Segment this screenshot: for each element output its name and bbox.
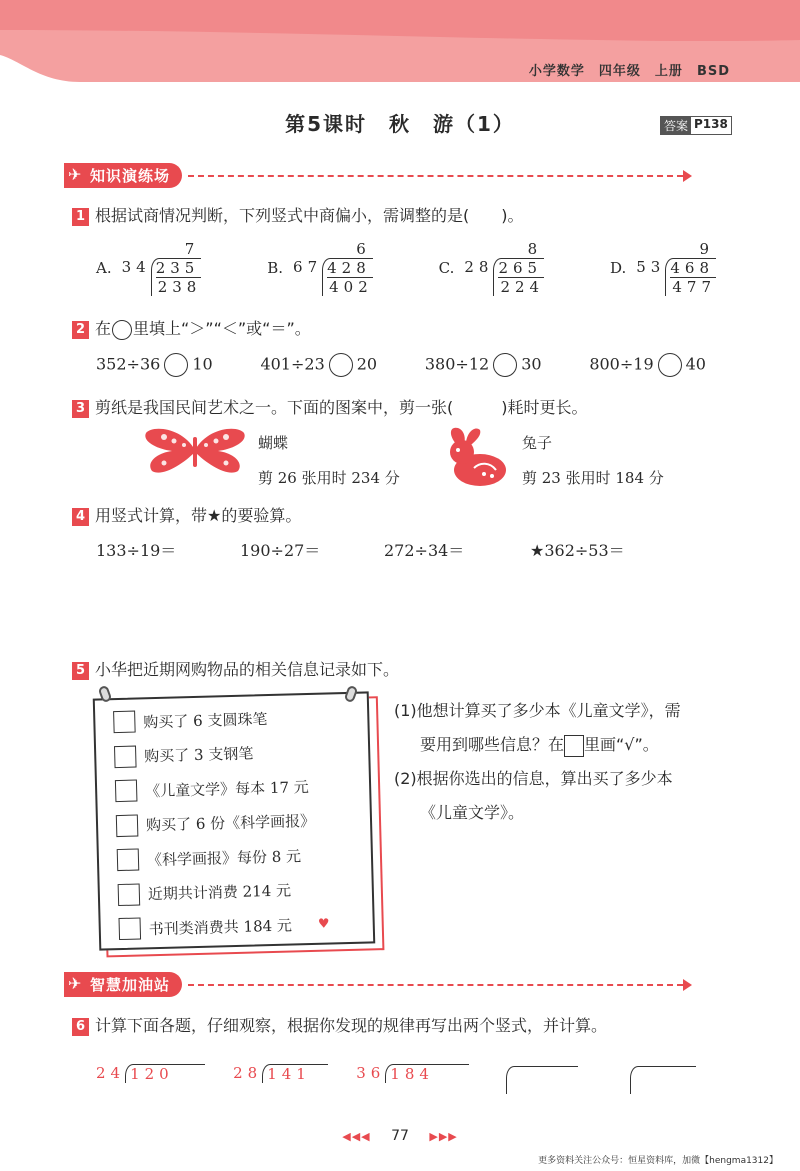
quotient: 7	[184, 240, 200, 258]
compare-right: 30	[521, 354, 542, 374]
header-volume: 上册	[654, 64, 683, 79]
option-label: A.	[96, 259, 112, 277]
blank-division-bracket[interactable]	[630, 1066, 696, 1094]
long-division	[636, 240, 716, 296]
note-text: 近期共计消费 214 元	[147, 881, 292, 904]
question-text: 剪纸是我国民间艺术之一。下面的图案中，剪一张( )耗时更长。	[95, 398, 588, 417]
section-title-challenge: 智慧加油站	[90, 976, 171, 994]
runner-icon: ✈	[68, 974, 83, 993]
header-edition: BSD	[696, 64, 730, 79]
subq-1-line1: (1)他想计算买了多少本《儿童文学》，需	[394, 701, 681, 720]
division-setup	[96, 1064, 205, 1083]
divisor: 36	[356, 1064, 386, 1082]
butterfly-name: 蝴蝶	[258, 434, 289, 452]
q1-option-c[interactable]	[439, 240, 544, 296]
answer-circle[interactable]	[164, 353, 188, 377]
long-division	[464, 240, 544, 296]
note-text: 《儿童文学》每本 17 元	[144, 777, 309, 801]
option-label: C.	[438, 259, 455, 277]
subq-1-line2	[394, 728, 681, 762]
compare-right: 20	[356, 354, 378, 374]
compare-left: 800÷19	[589, 354, 654, 374]
right-arrows-icon: ▶▶▶	[429, 1130, 458, 1143]
shopping-note-card	[93, 691, 376, 950]
divisor: 28	[233, 1064, 263, 1082]
q6-divisions	[96, 1064, 469, 1083]
product: 402	[329, 278, 373, 296]
question-6	[72, 1013, 607, 1036]
answer-tag	[660, 116, 732, 135]
section-banner-challenge	[64, 972, 692, 997]
heart-icon: ♥	[317, 916, 330, 932]
dividend: 428	[327, 259, 371, 277]
compare-item	[425, 353, 542, 377]
circle-icon	[112, 320, 132, 340]
calc-item-starred: ★362÷53＝	[530, 541, 625, 560]
checkbox[interactable]	[116, 814, 139, 837]
compare-item	[96, 353, 213, 377]
watermark: 更多资料关注公众号：恒星资料库，加微【hengma1312】	[538, 1156, 778, 1166]
long-division	[122, 240, 202, 296]
divisor: 67	[293, 258, 323, 276]
option-label: B.	[267, 259, 284, 277]
checkbox[interactable]	[117, 849, 140, 872]
answer-page: P138	[694, 117, 728, 131]
note-item	[100, 905, 373, 947]
compare-item	[260, 353, 377, 377]
subq-2-line1: (2)根据你选出的信息，算出买了多少本	[394, 769, 673, 788]
question-4	[72, 503, 301, 526]
header-grade: 四年级	[598, 64, 641, 79]
question-number: 6	[72, 1018, 89, 1036]
compare-item	[589, 353, 706, 377]
note-text: 购买了 3 支钢笔	[144, 744, 254, 766]
compare-left: 352÷36	[96, 354, 161, 374]
divisor: 28	[464, 258, 494, 276]
question-number: 5	[72, 662, 89, 680]
butterfly-papercut-icon	[142, 425, 248, 479]
dividend: 184	[390, 1065, 434, 1083]
calc-item: 133÷19＝	[96, 541, 177, 560]
question-text-post: 里填上“＞”“＜”或“＝”。	[133, 319, 311, 338]
checkbox[interactable]	[113, 711, 136, 734]
answer-circle[interactable]	[329, 353, 353, 377]
quotient: 8	[527, 240, 543, 258]
question-text: 计算下面各题，仔细观察，根据你发现的规律再写出两个竖式，并计算。	[95, 1016, 608, 1035]
q1-option-d[interactable]	[610, 240, 716, 296]
dividend: 120	[130, 1065, 174, 1083]
division-setup	[356, 1064, 469, 1083]
compare-left: 401÷23	[260, 354, 325, 374]
question-number: 2	[72, 321, 89, 339]
checkbox[interactable]	[119, 918, 142, 941]
dividend: 265	[498, 259, 543, 277]
header-info	[515, 60, 730, 79]
question-text: 用竖式计算，带★的要验算。	[95, 506, 302, 525]
rabbit-info: 剪 23 张用时 184 分	[522, 469, 664, 487]
divisor: 34	[121, 258, 151, 276]
note-text: 《科学画报》每份 8 元	[146, 847, 302, 870]
subq-text: 里画“√”。	[584, 735, 659, 754]
q1-options	[96, 240, 716, 296]
calc-item: 272÷34＝	[384, 541, 465, 560]
compare-right: 10	[192, 354, 213, 374]
question-3	[72, 395, 588, 418]
division-setup	[233, 1064, 328, 1083]
lesson-title: 第5课时 秋 游（1）	[285, 112, 515, 136]
q1-option-b[interactable]	[267, 240, 373, 296]
page-number: 77	[391, 1128, 409, 1144]
dividend: 141	[267, 1065, 311, 1083]
dividend: 468	[670, 259, 714, 277]
dividend: 235	[155, 259, 200, 277]
product: 238	[157, 278, 202, 296]
butterfly-info: 剪 26 张用时 234 分	[258, 469, 400, 487]
subq-text: 要用到哪些信息？在	[420, 735, 565, 754]
quotient: 6	[356, 240, 371, 258]
q1-option-a[interactable]	[96, 240, 201, 296]
question-1	[72, 203, 524, 226]
divisor: 53	[636, 258, 666, 276]
note-text: 购买了 6 份《科学画报》	[145, 812, 316, 835]
compare-left: 380÷12	[424, 354, 490, 374]
blank-division-bracket[interactable]	[506, 1066, 578, 1094]
long-division	[293, 240, 373, 296]
q5-subquestions	[394, 694, 681, 830]
question-5	[72, 657, 399, 680]
checkbox[interactable]	[114, 745, 137, 768]
left-arrows-icon: ◀◀◀	[342, 1130, 371, 1143]
q2-items	[96, 353, 706, 377]
answer-circle[interactable]	[493, 353, 517, 377]
rabbit-papercut-icon	[444, 426, 510, 492]
question-2	[72, 316, 311, 340]
rabbit-name: 兔子	[522, 434, 553, 452]
section-banner-practice	[64, 163, 692, 188]
note-text: 购买了 6 支圆珠笔	[143, 709, 268, 732]
blank-box	[564, 735, 584, 757]
quotient: 9	[699, 240, 714, 258]
question-number: 1	[72, 208, 89, 226]
checkbox[interactable]	[118, 883, 141, 906]
question-text-pre: 在	[95, 319, 112, 338]
question-number: 3	[72, 400, 89, 418]
page-footer	[0, 1128, 800, 1144]
calc-item: 190÷27＝	[240, 541, 321, 560]
subq-2-line2: 《儿童文学》。	[420, 803, 525, 822]
runner-icon: ✈	[68, 165, 83, 184]
section-title-practice: 知识演练场	[90, 167, 171, 185]
checkbox[interactable]	[115, 780, 138, 803]
question-text: 根据试商情况判断，下列竖式中商偏小，需调整的是( )。	[95, 206, 524, 225]
option-label: D.	[610, 259, 627, 277]
header-subject: 小学数学	[528, 64, 585, 79]
answer-circle[interactable]	[658, 353, 682, 377]
product: 224	[500, 278, 545, 296]
question-text: 小华把近期网购物品的相关信息记录如下。	[95, 660, 400, 679]
divisor: 24	[96, 1064, 126, 1082]
product: 477	[672, 278, 716, 296]
question-number: 4	[72, 508, 89, 526]
compare-right: 40	[685, 354, 706, 374]
note-text: 书刊类消费共 184 元	[148, 916, 293, 939]
answer-label: 答案	[661, 117, 691, 134]
